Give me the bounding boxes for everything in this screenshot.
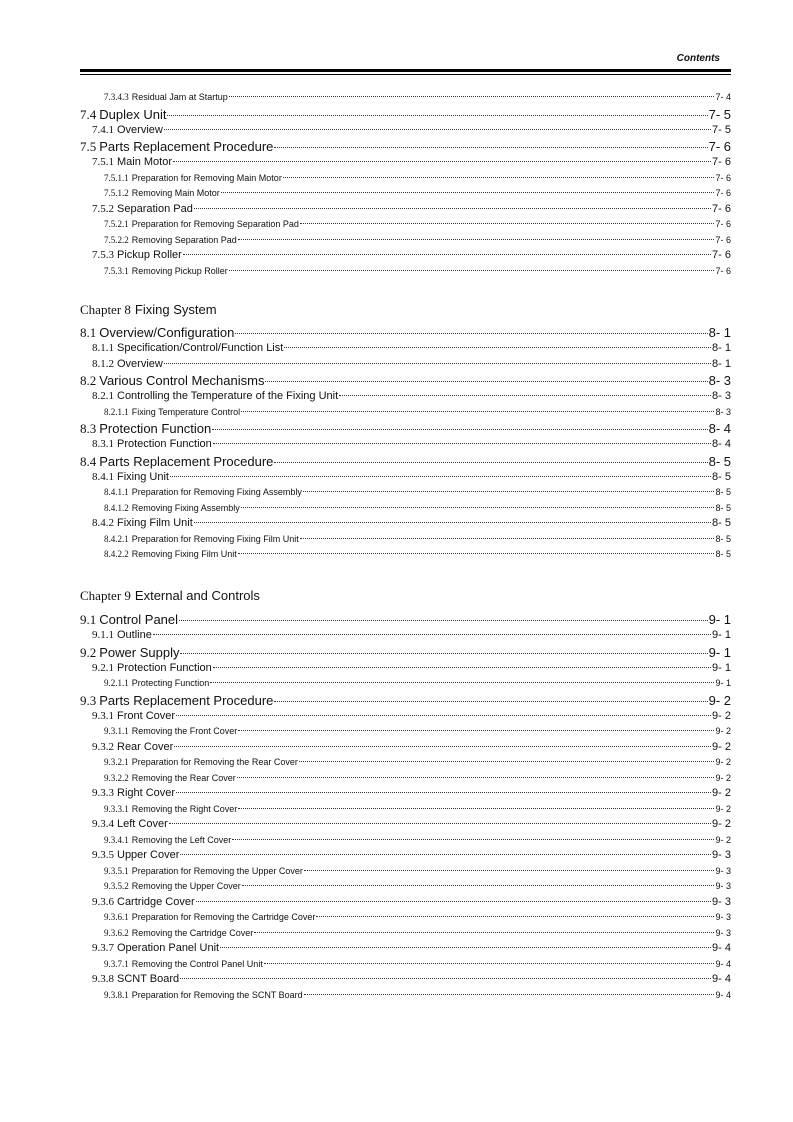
toc-entry-number: 9.3.8	[92, 973, 114, 985]
toc-entry[interactable]	[80, 470, 731, 486]
toc-entry[interactable]	[80, 848, 731, 864]
toc-entry-page: 7- 6	[715, 188, 731, 198]
toc-entry[interactable]	[80, 864, 731, 880]
toc-dot-leader	[242, 885, 715, 886]
toc-dot-leader	[238, 553, 715, 554]
toc-entry-title: Fixing Temperature Control	[131, 406, 241, 417]
toc-dot-leader	[164, 363, 711, 364]
toc-entry-title: Removing the Front Cover	[131, 726, 238, 736]
toc-entry-title: Control Panel	[99, 612, 179, 627]
toc-entry[interactable]	[80, 755, 731, 771]
toc-entry-number: 8.2.1	[92, 390, 114, 402]
toc-dot-leader	[180, 978, 711, 979]
chapter-8-name: Fixing System	[134, 302, 217, 317]
toc-entry-page: 8- 4	[712, 438, 731, 450]
toc-dot-leader	[180, 854, 711, 855]
toc-dot-leader	[221, 192, 715, 193]
toc-dot-leader	[283, 177, 715, 178]
toc-entry-title: Parts Replacement Procedure	[99, 139, 274, 154]
toc-dot-leader	[300, 223, 715, 224]
toc-dot-leader	[229, 270, 715, 271]
toc-entry[interactable]	[80, 155, 731, 171]
toc-entry-number: 8.4.1.2	[104, 502, 129, 513]
toc-entry-title: Removing Separation Pad	[131, 234, 237, 245]
toc-entry-number: 9.3.2.1	[104, 757, 129, 767]
toc-dot-leader	[254, 932, 714, 933]
toc-entry-title: Removing the Right Cover	[131, 803, 238, 814]
toc-entry[interactable]	[80, 341, 731, 357]
toc-entry-page: 9- 2	[712, 787, 731, 799]
toc-entry-page: 7- 5	[708, 106, 731, 122]
toc-dot-leader	[176, 715, 711, 716]
toc-entry[interactable]	[80, 957, 731, 973]
toc-entry[interactable]	[80, 248, 731, 264]
chapter-9-name: External and Controls	[134, 588, 260, 603]
toc-entry-number: 7.4.1	[92, 123, 114, 136]
toc-entry-number: 7.5.3	[92, 249, 114, 261]
toc-entry-number: 9.2.1.1	[104, 678, 129, 688]
toc-entry-title: Preparation for Removing the SCNT Board	[131, 989, 303, 1000]
toc-dot-leader	[264, 963, 715, 964]
toc-entry-title: Preparation for Removing Main Motor	[131, 172, 282, 183]
toc-entry-page: 9- 4	[715, 958, 731, 969]
toc-dot-leader	[169, 823, 711, 824]
toc-entry-title: Overview	[117, 123, 163, 136]
toc-entry[interactable]	[80, 692, 731, 709]
toc-entry-number: 9.3.6	[92, 895, 114, 908]
toc-entry-title: Residual Jam at Startup	[131, 92, 228, 102]
toc-entry-title: Preparation for Removing Fixing Film Unit	[131, 533, 299, 544]
toc-entry[interactable]	[80, 532, 731, 548]
toc-entry-title: Preparation for Removing Separation Pad	[131, 219, 299, 229]
toc-entry-title: Overview	[117, 357, 163, 370]
toc-entry-title: Separation Pad	[117, 202, 193, 215]
toc-entry-page: 9- 3	[715, 927, 731, 938]
toc-entry-title: Removing the Cartridge Cover	[131, 927, 254, 938]
toc-entry-page: 8- 5	[715, 502, 731, 513]
toc-entry-title: Preparation for Removing the Cartridge Cover	[131, 912, 316, 922]
toc-entry[interactable]	[80, 988, 731, 1004]
toc-dot-leader	[220, 947, 711, 948]
toc-entry-number: 9.3.1	[92, 709, 114, 722]
toc-entry-page: 9- 3	[712, 849, 731, 861]
toc-entry-page: 9- 1	[712, 661, 731, 674]
toc-entry[interactable]	[80, 547, 731, 563]
toc-entry-page: 8- 5	[715, 487, 731, 497]
toc-entry-number: 7.3.4.3	[104, 92, 129, 102]
toc-entry[interactable]	[80, 405, 731, 421]
toc-dot-leader	[183, 254, 711, 255]
toc-dot-leader	[238, 730, 714, 731]
toc-dot-leader	[232, 839, 714, 840]
toc-dot-leader	[194, 522, 711, 523]
toc-entry-page: 9- 2	[712, 818, 731, 830]
toc-entry-page: 9- 2	[712, 709, 731, 722]
toc-entry-title: Removing the Control Panel Unit	[131, 958, 263, 969]
toc-entry[interactable]	[80, 437, 731, 453]
toc-entry-number: 9.3.1.1	[104, 726, 129, 736]
toc-dot-leader	[229, 96, 715, 97]
toc-entry-page: 9- 2	[715, 726, 731, 736]
toc-entry-number: 8.4.1.1	[104, 487, 129, 497]
toc-dot-leader	[241, 411, 714, 412]
toc-entry-number: 9.1.1	[92, 629, 114, 641]
toc-entry-title: Front Cover	[117, 709, 176, 722]
toc-entry[interactable]	[80, 357, 731, 373]
toc-entry-number: 7.5.3.1	[104, 265, 129, 276]
toc-entry[interactable]	[80, 661, 731, 677]
toc-dot-leader	[213, 443, 711, 444]
toc-entry-number: 7.4	[80, 106, 97, 122]
toc-entry-title: Removing Fixing Film Unit	[131, 549, 237, 559]
toc-entry-page: 9- 2	[715, 757, 731, 767]
toc-dot-leader	[164, 129, 711, 130]
toc-dot-leader	[153, 634, 711, 635]
toc-entry-number: 9.3.3	[92, 787, 114, 799]
toc-dot-leader	[304, 870, 715, 871]
toc-entry-number: 9.3.6.2	[104, 927, 129, 938]
toc-entry-number: 7.5.1.1	[104, 172, 129, 183]
toc-dot-leader	[274, 147, 707, 148]
toc-entry-page: 9- 2	[715, 772, 731, 783]
toc-entry-number: 9.3.2	[92, 740, 114, 753]
toc-entry-title: Removing Fixing Assembly	[131, 502, 240, 513]
toc-entry-title: Overview/Configuration	[99, 325, 235, 340]
toc-entry[interactable]	[80, 628, 731, 644]
toc-dot-leader	[196, 901, 711, 902]
toc-entry-title: SCNT Board	[117, 973, 180, 985]
toc-entry-title: Protecting Function	[131, 678, 210, 688]
toc-entry-number: 9.3.6.1	[104, 912, 129, 922]
toc-entry-number: 9.3.4.1	[104, 834, 129, 845]
toc-entry-title: Specification/Control/Function List	[117, 342, 284, 354]
toc-dot-leader	[237, 777, 715, 778]
toc-entry-title: Parts Replacement Procedure	[99, 692, 274, 708]
toc-entry-title: Fixing Film Unit	[117, 517, 193, 529]
toc-entry[interactable]	[80, 123, 731, 139]
toc-entry-page: 9- 2	[712, 740, 731, 753]
toc-dot-leader	[212, 429, 707, 430]
toc-entry[interactable]	[80, 926, 731, 942]
toc-entry-page: 9- 4	[715, 989, 731, 1000]
toc-entry-page: 8- 1	[712, 357, 731, 370]
toc-entry-title: Protection Function	[117, 438, 212, 450]
toc-dot-leader	[241, 507, 715, 508]
toc-entry-title: Parts Replacement Procedure	[99, 453, 274, 469]
toc-entry[interactable]	[80, 501, 731, 517]
toc-entry-title: Protection Function	[99, 421, 212, 436]
toc-dot-leader	[274, 701, 707, 702]
toc-entry-page: 9- 3	[715, 865, 731, 876]
header-rule-thick	[80, 69, 731, 72]
toc-dot-leader	[274, 462, 707, 463]
toc-entry[interactable]	[80, 186, 731, 202]
toc-entry-title: Preparation for Removing the Upper Cover	[131, 865, 303, 876]
toc-entry-title: Outline	[117, 629, 152, 641]
toc-entry-number: 9.3.2.2	[104, 772, 129, 783]
toc-entry-title: Upper Cover	[117, 849, 180, 861]
toc-entry-number: 9.3.5.1	[104, 865, 129, 876]
toc-entry-page: 7- 6	[708, 139, 731, 154]
toc-entry-title: Left Cover	[117, 818, 168, 830]
toc-entry-number: 9.3.5	[92, 849, 114, 861]
toc-entry[interactable]	[80, 138, 731, 155]
toc-entry-title: Main Motor	[117, 156, 173, 168]
toc-entry-number: 9.2.1	[92, 661, 114, 674]
toc-entry-number: 8.2.1.1	[104, 406, 129, 417]
toc-entries	[80, 324, 731, 563]
toc-entry-page: 9- 1	[712, 629, 731, 641]
toc-dot-leader	[194, 208, 711, 209]
toc-dot-leader	[339, 395, 711, 396]
toc-entry-number: 9.3.3.1	[104, 803, 129, 814]
toc-dot-leader	[299, 761, 715, 762]
toc-entry-page: 8- 5	[712, 517, 731, 529]
toc-section-chapter-8	[80, 324, 731, 563]
toc-entry[interactable]	[80, 972, 731, 988]
toc-entry[interactable]	[80, 895, 731, 911]
chapter-9-prefix: Chapter 9	[80, 588, 131, 603]
toc-entry[interactable]	[80, 389, 731, 405]
toc-entry[interactable]	[80, 833, 731, 849]
toc-entry[interactable]	[80, 771, 731, 787]
toc-dot-leader	[238, 239, 715, 240]
toc-entry-number: 9.3.5.2	[104, 881, 129, 891]
toc-entry[interactable]	[80, 941, 731, 957]
toc-dot-leader	[238, 808, 714, 809]
toc-entry-number: 8.4.2	[92, 517, 114, 529]
toc-entry-number: 8.2	[80, 373, 97, 388]
toc-dot-leader	[179, 620, 708, 621]
toc-entry-number: 9.3.8.1	[104, 989, 129, 1000]
toc-entry-number: 7.5.2.2	[104, 234, 129, 245]
toc-dot-leader	[170, 476, 711, 477]
toc-entry-page: 9- 1	[708, 644, 731, 660]
toc-entry-number: 9.2	[80, 644, 97, 660]
page-header-title: Contents	[676, 53, 720, 64]
toc-entry[interactable]	[80, 485, 731, 501]
toc-entry[interactable]	[80, 910, 731, 926]
toc-entry[interactable]	[80, 786, 731, 802]
toc-dot-leader	[176, 792, 711, 793]
header-rule-thin	[80, 74, 731, 75]
toc-entry-title: Fixing Unit	[117, 470, 169, 483]
toc-entry-number: 7.5	[80, 139, 97, 154]
toc-entry-title: Right Cover	[117, 787, 176, 799]
toc-entry-page: 7- 6	[712, 156, 731, 168]
toc-entry-page: 9- 1	[715, 678, 731, 688]
toc-entry-title: Controlling the Temperature of the Fixing Unit	[117, 390, 339, 402]
toc-entry-number: 8.1	[80, 325, 97, 340]
toc-entry[interactable]	[80, 420, 731, 437]
toc-dot-leader	[167, 115, 707, 116]
toc-entry-number: 8.3	[80, 421, 97, 436]
toc-entry-title: Removing the Left Cover	[131, 834, 232, 845]
toc-dot-leader	[316, 916, 714, 917]
toc-dot-leader	[284, 347, 711, 348]
toc-entry-number: 8.1.1	[92, 342, 114, 354]
toc-entry[interactable]	[80, 453, 731, 470]
toc-entry-number: 8.4.2.1	[104, 533, 129, 544]
toc-entry[interactable]	[80, 817, 731, 833]
toc-entry-title: Protection Function	[117, 661, 212, 674]
toc-entry[interactable]	[80, 879, 731, 895]
toc-entry-title: Removing the Upper Cover	[131, 881, 241, 891]
toc-entry-page: 9- 3	[715, 881, 731, 891]
toc-entry-page: 7- 6	[715, 265, 731, 276]
toc-entry-page: 8- 3	[708, 373, 731, 388]
toc-dot-leader	[265, 381, 707, 382]
toc-entry-page: 8- 5	[712, 470, 731, 483]
toc-entries	[80, 90, 731, 279]
toc-entry-page: 7- 6	[715, 219, 731, 229]
toc-entry-number: 9.3	[80, 692, 97, 708]
toc-entry-page: 7- 6	[712, 202, 731, 215]
toc-entry-page: 7- 6	[715, 172, 731, 183]
toc-entry-page: 9- 4	[712, 942, 731, 954]
chapter-8-prefix: Chapter 8	[80, 302, 131, 317]
toc-dot-leader	[173, 161, 711, 162]
toc-entry-title: Preparation for Removing Fixing Assembly	[131, 487, 302, 497]
toc-entry[interactable]	[80, 516, 731, 532]
toc-entry[interactable]	[80, 202, 731, 218]
toc-entry[interactable]	[80, 90, 731, 106]
toc-entry-title: Power Supply	[99, 644, 180, 660]
toc-dot-leader	[174, 746, 711, 747]
toc-entry-number: 8.3.1	[92, 438, 114, 450]
toc-entry-number: 7.5.1	[92, 156, 114, 168]
toc-entry-number: 8.1.2	[92, 357, 114, 370]
toc-entry-page: 9- 3	[715, 912, 731, 922]
toc-entry-page: 7- 5	[712, 123, 731, 136]
toc-entry-number: 8.4.1	[92, 470, 114, 483]
toc-section-chapter-7	[80, 90, 731, 279]
toc-entry-page: 9- 1	[708, 612, 731, 627]
toc-dot-leader	[210, 682, 714, 683]
toc-section-chapter-9	[80, 611, 731, 1003]
toc-dot-leader	[235, 333, 707, 334]
toc-entry-number: 9.1	[80, 612, 97, 627]
toc-dot-leader	[300, 538, 715, 539]
toc-entry-title: Pickup Roller	[117, 249, 182, 261]
toc-entry-page: 9- 3	[712, 895, 731, 908]
chapter-9-heading	[80, 588, 260, 604]
toc-entry[interactable]	[80, 233, 731, 249]
toc-entry[interactable]	[80, 676, 731, 692]
toc-entry[interactable]	[80, 724, 731, 740]
toc-entry-page: 7- 4	[715, 92, 731, 102]
toc-entry-number: 8.4.2.2	[104, 549, 129, 559]
toc-entry-title: Removing Main Motor	[131, 188, 220, 198]
toc-entry-title: Duplex Unit	[99, 106, 167, 122]
toc-entry-number: 7.5.2	[92, 202, 114, 215]
toc-entry[interactable]	[80, 802, 731, 818]
toc-entry-number: 9.3.7.1	[104, 958, 129, 969]
toc-entry-page: 7- 6	[715, 234, 731, 245]
toc-entry-page: 9- 2	[715, 803, 731, 814]
toc-entry[interactable]	[80, 217, 731, 233]
toc-entry-number: 9.3.7	[92, 942, 114, 954]
toc-dot-leader	[213, 667, 711, 668]
toc-entry[interactable]	[80, 264, 731, 280]
toc-dot-leader	[303, 491, 715, 492]
toc-entry[interactable]	[80, 106, 731, 123]
toc-entry-page: 8- 3	[715, 406, 731, 417]
toc-entry-number: 8.4	[80, 453, 97, 469]
toc-entry[interactable]	[80, 324, 731, 341]
toc-entry[interactable]	[80, 372, 731, 389]
toc-entry-number: 9.3.4	[92, 818, 114, 830]
toc-entry-number: 7.5.2.1	[104, 219, 129, 229]
toc-entry-title: Removing the Rear Cover	[131, 772, 236, 783]
toc-entry-page: 8- 5	[715, 549, 731, 559]
toc-entry-page: 8- 1	[708, 325, 731, 340]
toc-dot-leader	[304, 994, 715, 995]
toc-entry[interactable]	[80, 611, 731, 628]
toc-entry-title: Preparation for Removing the Rear Cover	[131, 757, 298, 767]
toc-entry-number: 7.5.1.2	[104, 188, 129, 198]
toc-entry[interactable]	[80, 644, 731, 661]
toc-entry-title: Cartridge Cover	[117, 895, 195, 908]
toc-entry-page: 9- 4	[712, 973, 731, 985]
toc-entry-page: 7- 6	[712, 249, 731, 261]
toc-entry-page: 9- 2	[708, 692, 731, 708]
toc-dot-leader	[180, 653, 707, 654]
toc-entry-page: 8- 1	[712, 342, 731, 354]
toc-entry[interactable]	[80, 709, 731, 725]
toc-entry-page: 9- 2	[715, 834, 731, 845]
toc-entry-title: Operation Panel Unit	[117, 942, 220, 954]
toc-entry[interactable]	[80, 171, 731, 187]
toc-entry-title: Rear Cover	[117, 740, 174, 753]
toc-entry-page: 8- 5	[715, 533, 731, 544]
toc-entries	[80, 611, 731, 1003]
toc-entry-page: 8- 5	[708, 453, 731, 469]
chapter-8-heading	[80, 302, 217, 318]
toc-entry[interactable]	[80, 740, 731, 756]
toc-entry-page: 8- 4	[708, 421, 731, 436]
toc-entry-title: Removing Pickup Roller	[131, 265, 228, 276]
toc-entry-page: 8- 3	[712, 390, 731, 402]
toc-entry-title: Various Control Mechanisms	[99, 373, 265, 388]
